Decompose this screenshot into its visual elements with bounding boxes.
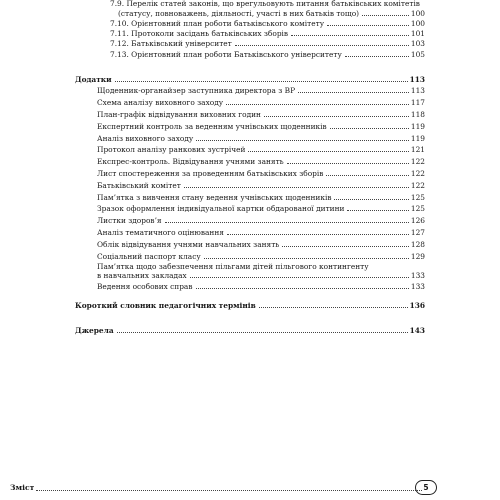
- toc-entry-page: 128: [410, 240, 425, 249]
- toc-entry-appendix-5[interactable]: [97, 134, 425, 143]
- toc-section-appendix[interactable]: [75, 75, 425, 84]
- toc-entry-title: Лист спостереження за проведенням батьківських зборів: [97, 169, 324, 178]
- dot-leader: [235, 44, 409, 46]
- dot-leader: [115, 80, 408, 82]
- dot-leader: [327, 24, 409, 26]
- toc-entry-title: Облік відвідування учнями навчальних занять: [97, 240, 280, 249]
- toc-entry-appendix-1[interactable]: [97, 86, 425, 95]
- toc-entry-appendix-6[interactable]: [97, 145, 425, 154]
- toc-entry-appendix-16[interactable]: [97, 271, 425, 280]
- toc-entry-page: 100: [410, 19, 425, 28]
- dot-leader: [117, 331, 408, 333]
- dot-leader: [196, 287, 409, 289]
- toc-section-title: Додатки: [75, 75, 112, 84]
- toc-entry-title: (статусу, повноважень, діяльності, участі в них батьків тощо): [118, 9, 360, 18]
- dot-leader: [287, 162, 409, 164]
- dot-leader: [291, 34, 409, 36]
- dot-leader: [362, 14, 409, 16]
- toc-entry-7-12[interactable]: [110, 39, 425, 48]
- toc-entry-title: 7.11. Протоколи засідань батьківських зборів: [110, 29, 289, 38]
- toc-section-sources[interactable]: [75, 326, 425, 335]
- toc-entry-title: План-графік відвідування виховних годин: [97, 110, 261, 119]
- toc-entry-title: Пам’ятка з вивчення стану ведення учнівських щоденників: [97, 193, 332, 202]
- toc-entry-appendix-7[interactable]: [97, 157, 425, 166]
- toc-entry-title: Зразок оформлення індивідуальної картки обдарованої дитини: [97, 204, 345, 213]
- toc-entry-page: 133: [410, 282, 425, 291]
- toc-entry-page: 129: [410, 252, 425, 261]
- toc-entry-title: Аналіз тематичного оцінювання: [97, 228, 224, 237]
- toc-entry-page: 119: [410, 134, 425, 143]
- toc-section-title: Короткий словник педагогічних термінів: [75, 301, 256, 310]
- toc-section-page: 113: [409, 75, 425, 84]
- toc-entry-title: Щоденник-органайзер заступника директора з ВР: [97, 86, 296, 95]
- toc-entry-appendix-9[interactable]: [97, 181, 425, 190]
- page-number-badge: 5: [415, 480, 437, 495]
- dot-leader: [298, 91, 409, 93]
- dot-leader: [196, 139, 409, 141]
- toc-entry-title: Соціальний паспорт класу: [97, 252, 201, 261]
- toc-entry-title: Батьківський комітет: [97, 181, 181, 190]
- toc-entry-page: 125: [410, 204, 425, 213]
- toc-entry-appendix-15[interactable]: [97, 252, 425, 261]
- toc-entry-title: Ведення особових справ: [97, 282, 193, 291]
- toc-entry-title: в навчальних закладах: [97, 271, 187, 280]
- toc-entry-7-10[interactable]: [110, 19, 425, 28]
- dot-leader: [334, 198, 408, 200]
- dot-leader: [347, 209, 408, 211]
- toc-entry-7-9[interactable]: [118, 9, 425, 18]
- dot-leader: [226, 103, 409, 105]
- toc-entry-page: 133: [410, 271, 425, 280]
- toc-entry-page: 122: [410, 157, 425, 166]
- toc-entry-page: 113: [410, 86, 425, 95]
- toc-entry-title: Схема аналізу виховного заходу: [97, 98, 224, 107]
- toc-entry-7-13[interactable]: [110, 50, 425, 59]
- toc-section-page: 136: [409, 301, 425, 310]
- dot-leader: [204, 257, 409, 259]
- toc-entry-title: 7.12. Батьківський університет: [110, 39, 232, 48]
- toc-entry-title: Протокол аналізу ранкових зустрічей: [97, 145, 246, 154]
- toc-entry-7-9-line1: 7.9. Перелік статей законів, що врегульовують питання батьківських комітетів: [110, 0, 420, 8]
- toc-entry-page: 122: [410, 169, 425, 178]
- dot-leader: [345, 55, 409, 57]
- toc-section-page: 143: [409, 326, 425, 335]
- toc-entry-appendix-14[interactable]: [97, 240, 425, 249]
- dot-leader: [264, 115, 409, 117]
- dot-leader: [248, 150, 408, 152]
- toc-entry-title: 7.10. Орієнтовний план роботи батьківського комітету: [110, 19, 325, 28]
- dot-leader: [282, 245, 409, 247]
- toc-entry-title: 7.13. Орієнтовний план роботи Батьківського університету: [110, 50, 342, 59]
- toc-entry-appendix-17[interactable]: [97, 282, 425, 291]
- toc-entry-page: 127: [410, 228, 425, 237]
- dot-leader: [190, 276, 409, 278]
- toc-entry-appendix-2[interactable]: [97, 98, 425, 107]
- toc-entry-page: 117: [410, 98, 425, 107]
- toc-entry-page: 126: [410, 216, 425, 225]
- toc-entry-appendix-11[interactable]: [97, 204, 425, 213]
- toc-section-title: Джерела: [75, 326, 114, 335]
- toc-entry-appendix-16-line1: Пам’ятка щодо забезпечення пільгами дітей пільгового контингенту: [97, 262, 369, 271]
- toc-entry-page: 101: [410, 29, 425, 38]
- toc-entry-7-11[interactable]: [110, 29, 425, 38]
- toc-section-glossary[interactable]: [75, 301, 425, 310]
- toc-entry-appendix-10[interactable]: [97, 193, 425, 202]
- dot-leader: [326, 174, 408, 176]
- dot-leader: [227, 233, 409, 235]
- toc-entry-title: Листки здоров’я: [97, 216, 162, 225]
- toc-entry-title: Експрес-контроль. Відвідування учнями занять: [97, 157, 284, 166]
- dot-leader: [330, 127, 409, 129]
- toc-entry-page: 103: [410, 39, 425, 48]
- toc-entry-title: Експертний контроль за веденням учнівських щоденників: [97, 122, 327, 131]
- toc-entry-appendix-4[interactable]: [97, 122, 425, 131]
- toc-entry-title: Аналіз виховного заходу: [97, 134, 194, 143]
- toc-entry-page: 100: [410, 9, 425, 18]
- toc-entry-page: 105: [410, 50, 425, 59]
- toc-entry-appendix-8[interactable]: [97, 169, 425, 178]
- toc-entry-page: 125: [410, 193, 425, 202]
- dot-leader: [165, 221, 409, 223]
- toc-entry-page: 121: [410, 145, 425, 154]
- footer-section-label: Зміст: [10, 483, 35, 492]
- toc-entry-appendix-3[interactable]: [97, 110, 425, 119]
- dot-leader: [184, 186, 409, 188]
- toc-entry-page: 122: [410, 181, 425, 190]
- toc-entry-page: 118: [410, 110, 425, 119]
- toc-entry-appendix-13[interactable]: [97, 228, 425, 237]
- toc-entry-page: 119: [410, 122, 425, 131]
- toc-entry-appendix-12[interactable]: [97, 216, 425, 225]
- dot-leader: [259, 306, 408, 308]
- footer-rule: [36, 490, 422, 491]
